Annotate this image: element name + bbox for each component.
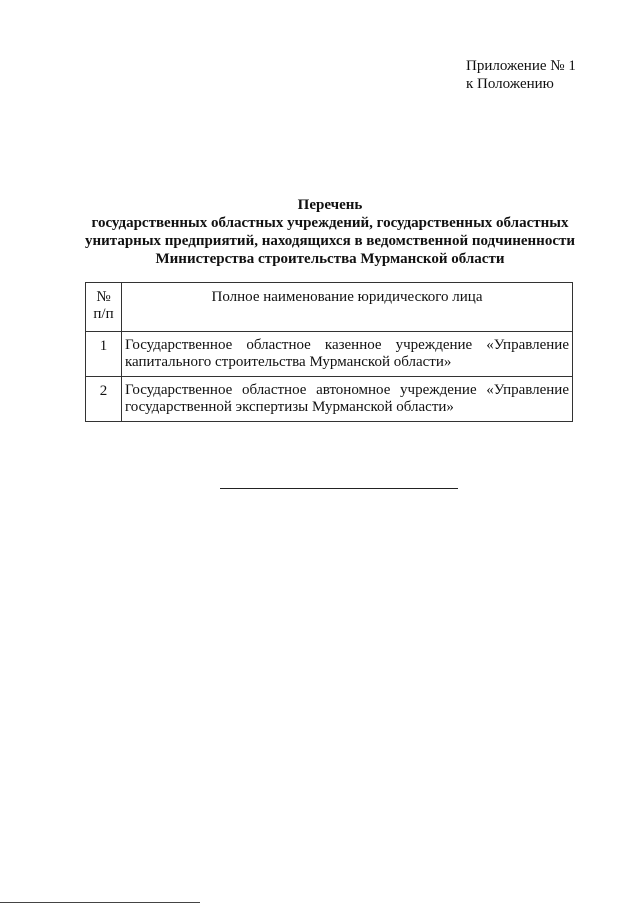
- row-name: Государственное областное казенное учреждение «Управление капитального строительства Мурманской области»: [122, 332, 573, 377]
- appendix-reference: к Положению: [466, 76, 554, 92]
- document-title: [80, 196, 580, 268]
- title-line: Перечень: [297, 197, 363, 213]
- table-row: [86, 377, 573, 422]
- header-number-sign: №: [96, 289, 111, 305]
- table-header-row: [86, 283, 573, 332]
- table-row: [86, 332, 573, 377]
- row-name: Государственное областное автономное учреждение «Управление государственной экспертизы Мурманской области»: [122, 377, 573, 422]
- header-number-label: п/п: [93, 306, 114, 322]
- institutions-table: [85, 282, 573, 422]
- row-number: 2: [86, 377, 122, 422]
- header-name: Полное наименование юридического лица: [122, 283, 573, 332]
- title-line: Министерства строительства Мурманской области: [155, 251, 505, 267]
- footer-divider: [0, 902, 200, 903]
- title-line: унитарных предприятий, находящихся в ведомственной подчиненности: [85, 233, 575, 249]
- appendix-header: [466, 57, 576, 93]
- title-line: государственных областных учреждений, государственных областных: [91, 215, 569, 231]
- header-number: [86, 283, 122, 332]
- appendix-number: Приложение № 1: [466, 58, 576, 74]
- closing-divider: [220, 488, 458, 489]
- row-number: 1: [86, 332, 122, 377]
